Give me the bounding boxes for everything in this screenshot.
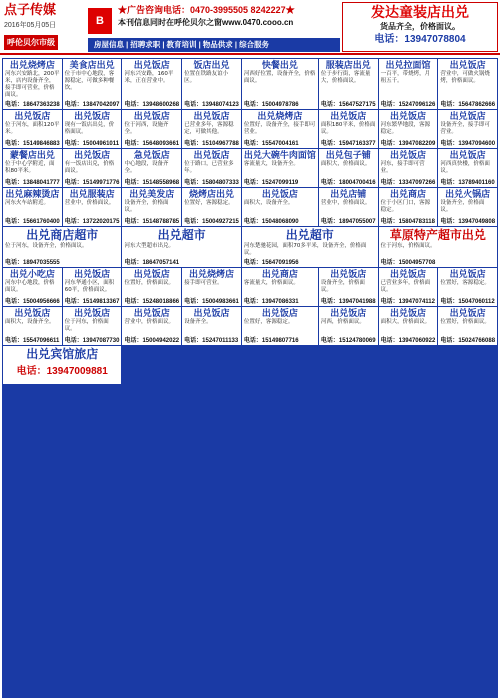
listing-title: 快餐出兑	[261, 60, 298, 70]
listing-title: 出兑饭店	[330, 269, 367, 280]
listing-phone: 电话：15247096126	[380, 102, 436, 108]
listing-phone: 电话：15947163377	[320, 141, 376, 148]
listing-title: 出兑饭店	[389, 150, 426, 161]
listing-ad	[319, 149, 378, 187]
listing-ad	[379, 268, 438, 306]
listing-phone: 电话：15149807716	[243, 338, 299, 345]
listing-body: 设备齐全，价格面议。	[440, 200, 485, 214]
listing-phone: 电话：18947055007	[320, 219, 376, 226]
listing-ad	[438, 59, 497, 109]
listing-body: 客流量大，价格面议。	[243, 280, 299, 287]
listing-body: 已营业多年，价格面议。	[380, 280, 431, 294]
listing-phone: 电话：15804783118	[380, 219, 435, 226]
ad-hotline: ★广告咨询电话：0470-3995505 8242227★	[118, 5, 295, 15]
listing-phone: 电话：13947094600	[440, 141, 496, 148]
listing-body: 面积大，价格面议。	[320, 161, 371, 168]
listing-phone: 电话：13789401160	[440, 180, 495, 187]
listing-title: 出兑饭店	[14, 308, 51, 319]
listing-title: 出兑小吃店	[9, 269, 55, 280]
listing-phone: 电话：15047060112	[440, 299, 495, 306]
listing-phone: 电话：15148788785	[124, 219, 180, 226]
listing-phone: 电话：18647363238	[5, 102, 60, 108]
listing-title: 出兑饭店	[133, 269, 170, 280]
listing-phone: 电话：13847042097	[64, 102, 120, 108]
listing-title: 出兑饭店	[389, 308, 426, 319]
listing-phone: 电话：15547096611	[5, 338, 60, 345]
listing-phone: 电话：18947035555	[5, 260, 60, 267]
listing-phone: 电话：13947086331	[243, 299, 299, 306]
listing-title: 出兑饭店	[449, 150, 486, 161]
listing-ad	[242, 188, 318, 226]
listing-ad	[182, 188, 241, 226]
listing-title: 出兑商店	[389, 189, 426, 200]
listing-body: 位置好，客源稳定。	[440, 280, 490, 287]
listing-title: 出兑饭店	[133, 308, 170, 319]
listing-title: 出兑饭店	[74, 150, 111, 161]
listing-phone: 电话：13947041988	[320, 299, 376, 306]
listing-phone: 电话：15647091956	[243, 260, 299, 267]
listing-ad	[379, 149, 438, 187]
listing-title: 出兑饭店	[133, 60, 170, 70]
listing-title: 出兑火锅店	[445, 189, 491, 200]
bottom-ad-title: 出兑宾馆旅店	[26, 347, 99, 362]
listing-title: 出兑店铺	[330, 189, 367, 200]
listing-ad	[379, 307, 438, 345]
listing-title: 美食店出兑	[69, 60, 115, 70]
listing-title: 出兑饭店	[389, 111, 426, 121]
listing-title: 出兑麻辣烫店	[5, 189, 60, 200]
listing-body: 位置好，价格面议。	[440, 319, 490, 326]
listing-ad	[122, 59, 181, 109]
listing-title: 草原特产超市出兑	[389, 228, 486, 243]
listing-body: 现有一饭店出兑，价格面议。	[64, 122, 115, 135]
listing-body: 位置在铁路友谊小区。	[184, 71, 229, 84]
listing-body: 设备齐全，价格面议。	[320, 280, 365, 294]
listing-title: 出兑烧烤店	[189, 269, 235, 280]
listing-ad	[379, 188, 438, 226]
listing-phone: 电话：15248018866	[124, 299, 180, 306]
listing-body: 位于河东，价格面议。	[64, 319, 109, 333]
listing-ad	[122, 268, 181, 306]
listing-body: 位于小区门口，客源稳定。	[380, 200, 431, 214]
listing-ad	[319, 307, 378, 345]
edition-badge: B	[88, 8, 112, 34]
listing-ad	[63, 59, 122, 109]
listing-ad	[182, 149, 241, 187]
listing-ad	[379, 59, 438, 109]
listing-body: 河东中心地段，价格面议。	[5, 280, 55, 294]
website-notice: 本刊信息同时在呼伦贝尔之窗www.0470.cooo.cn	[118, 18, 294, 27]
listing-body: 河东华通小区，面积60平，价格面议。	[64, 280, 115, 294]
listing-ad	[63, 110, 122, 148]
listing-body: 位置好，客源稳定。	[243, 319, 294, 326]
listing-body: 设备齐全。	[184, 319, 212, 326]
listing-ad	[3, 149, 62, 187]
listing-phone: 电话：15048068090	[243, 219, 299, 226]
listing-ad	[3, 188, 62, 226]
listing-title: 出兑美发店	[129, 189, 175, 200]
bottom-ad	[3, 346, 121, 384]
listing-phone: 电话：15004961011	[64, 141, 120, 148]
listing-phone: 电话：15647862666	[440, 102, 496, 108]
listing-ad	[319, 188, 378, 226]
listing-title: 出兑饭店	[14, 111, 51, 121]
featured-ad	[379, 227, 497, 267]
listing-phone: 电话：13848041777	[5, 180, 60, 187]
listing-ad	[182, 59, 241, 109]
listing-title: 蒙餐店出兑	[9, 150, 55, 161]
listing-body: 面积大，设备齐全。	[5, 319, 55, 326]
featured-ad	[242, 227, 378, 267]
listing-ad	[438, 307, 497, 345]
listing-phone: 电话：15104967788	[184, 141, 239, 148]
listing-title: 出兑饭店	[133, 111, 170, 121]
listing-ad	[242, 59, 318, 109]
listing-title: 出兑饭店	[193, 308, 230, 319]
listing-phone: 电话：18647057141	[124, 260, 180, 267]
listing-ad	[122, 149, 181, 187]
listing-title: 出兑饭店	[74, 308, 111, 319]
listing-body: 面积大，设备齐全。	[243, 200, 294, 207]
listing-title: 出兑饭店	[74, 111, 111, 121]
listing-phone: 电话：15149813367	[64, 299, 120, 306]
listing-title: 出兑饭店	[330, 111, 367, 121]
listing-ad	[63, 268, 122, 306]
listing-body: 位置好，客源稳定。	[184, 200, 234, 207]
logo	[4, 3, 82, 51]
listing-phone: 电话：15661760400	[5, 219, 60, 226]
listing-body: 河东兴安路，160平米，正在营业中。	[124, 71, 174, 84]
classified-grid	[2, 58, 498, 698]
listing-phone: 电话：15124780069	[320, 338, 376, 345]
listing-ad	[3, 268, 62, 306]
listing-ad	[242, 149, 318, 187]
listing-phone: 电话：13947060922	[380, 338, 436, 345]
listing-body: 河东大型超市出兑。	[124, 243, 174, 250]
listing-body: 位于步行街，客流量大，价格面议。	[320, 71, 371, 84]
listing-phone: 电话：15004957708	[380, 260, 436, 267]
listing-title: 服装店出兑	[325, 60, 371, 70]
listing-ad	[63, 188, 122, 226]
listing-body: 一百平，带烧烤，月租五千。	[380, 71, 431, 84]
listing-ad	[63, 307, 122, 345]
listing-ad	[319, 268, 378, 306]
category-bar: 房屋信息 | 招聘求职 | 教育培训 | 物品供求 | 综合服务	[88, 38, 340, 52]
listing-phone: 电话：15024766088	[440, 338, 496, 345]
listing-ad	[122, 110, 181, 148]
listing-title: 出兑饭店	[330, 308, 367, 319]
listing-body: 中心地段，设备齐全。	[124, 161, 169, 175]
listing-title: 出兑商店	[261, 269, 298, 280]
listing-ad	[379, 110, 438, 148]
listing-ad	[438, 268, 497, 306]
listing-title: 出兑饭店	[449, 308, 486, 319]
listing-phone: 电话：18004700416	[320, 180, 376, 187]
listing-ad	[122, 307, 181, 345]
listing-ad	[182, 307, 241, 345]
listing-ad	[182, 268, 241, 306]
listing-body: 河东兴安路北，200平米，店内设备齐全，接手即可营业，价格面议。	[5, 71, 60, 98]
listing-title: 出兑饭店	[74, 269, 111, 280]
listing-ad	[3, 59, 62, 109]
listing-phone: 电话：13948600268	[124, 102, 180, 108]
listing-title: 出兑饭店	[261, 308, 298, 319]
listing-body: 河西真快楼，价格面议。	[440, 161, 490, 175]
listing-body: 河东火车站附近。	[5, 200, 50, 207]
listing-phone: 电话：15148558968	[124, 180, 180, 187]
top-ad-sub: 货品齐全，价格面议。	[380, 22, 460, 31]
listing-title: 出兑饭店	[389, 269, 426, 280]
listing-body: 营业中，价格面议。	[124, 319, 174, 326]
listing-title: 出兑包子铺	[325, 150, 371, 161]
listing-ad	[3, 110, 62, 148]
listing-phone: 电话：15004983661	[184, 299, 239, 306]
listing-ad	[63, 149, 122, 187]
listing-body: 位于中心学附近，面积80平米。	[5, 161, 55, 175]
listing-title: 出兑超市	[285, 228, 334, 243]
top-ad	[342, 2, 498, 52]
listing-title: 烧烤店出兑	[189, 189, 235, 200]
listing-phone: 电话：13947087730	[64, 338, 120, 345]
masthead	[0, 0, 500, 55]
bottom-ad-phone: 电话：13947009881	[16, 366, 108, 378]
listing-body: 接手即可营业。	[184, 280, 223, 287]
listing-ad	[319, 59, 378, 109]
brand-name: 点子传媒	[4, 2, 57, 17]
top-ad-phone: 电话：13947078804	[374, 34, 466, 45]
section-label: 呼伦贝尔市级	[4, 35, 58, 50]
featured-ad	[122, 227, 240, 267]
listing-phone: 电话：15004927215	[184, 219, 239, 226]
listing-phone: 电话：13347097266	[380, 180, 436, 187]
listing-title: 出兑饭店	[449, 60, 486, 70]
listing-phone: 电话：13947049808	[440, 219, 496, 226]
listing-title: 饭店出兑	[193, 60, 230, 70]
top-ad-title: 发达童装店出兑	[371, 4, 469, 20]
listing-ad	[438, 110, 497, 148]
listing-phone: 电话：15247099119	[243, 180, 299, 187]
listing-body: 河西，价格面议。	[320, 319, 365, 326]
listing-body: 位于市中心地段，客源稳定，可做多种餐饮。	[64, 71, 115, 91]
listing-title: 出兑烧烤店	[257, 111, 303, 121]
listing-phone: 电话：15004956666	[5, 299, 60, 306]
listing-title: 出兑拉面馆	[385, 60, 431, 70]
listing-ad	[319, 110, 378, 148]
featured-ad	[3, 227, 121, 267]
listing-title: 出兑饭店	[449, 269, 486, 280]
listing-body: 河西好位置，设备齐全，价格面议。	[243, 71, 316, 84]
listing-phone: 电话：15647527175	[320, 102, 376, 108]
listing-body: 面积大，价格面议。	[380, 319, 431, 326]
listing-phone: 电话：15547004161	[243, 141, 299, 148]
listing-ad	[438, 149, 497, 187]
listing-phone: 电话：15004942022	[124, 338, 180, 345]
issue-date: 2016年05月05日	[4, 22, 57, 29]
listing-body: 设备齐全，价格面议。	[124, 200, 169, 214]
listing-title: 出兑饭店	[261, 189, 298, 200]
listing-title: 出兑烧烤店	[9, 60, 55, 70]
listing-title: 出兑商店超市	[26, 228, 99, 243]
listing-phone: 电话：13947074112	[380, 299, 435, 306]
listing-body: 已营业多年，客源稳定，可做其他。	[184, 122, 234, 135]
listing-body: 位于河西，设施齐全。	[124, 122, 169, 135]
listing-body: 营业中，可做火锅烧烤，价格面议。	[440, 71, 490, 84]
listing-body: 位于路口，已营业多年。	[184, 161, 234, 175]
listing-ad	[122, 188, 181, 226]
listing-title: 出兑饭店	[193, 150, 230, 161]
listing-ad	[438, 188, 497, 226]
listing-body: 营业中，价格面议。	[64, 200, 115, 207]
listing-phone: 电话：15648093661	[124, 141, 180, 148]
listing-body: 河东楚驰花园，面积70多平米，设备齐全，价格面议。	[243, 243, 367, 257]
listing-title: 出兑服装店	[69, 189, 115, 200]
listing-body: 营业中，价格面议。	[320, 200, 371, 207]
listing-body: 面积180平米，价格面议。	[320, 122, 376, 135]
listing-body: 河东繁华地段，客源稳定。	[380, 122, 431, 135]
listing-title: 出兑饭店	[193, 111, 230, 121]
listing-body: 位于河东，价格面议。	[380, 243, 436, 250]
listing-body: 设备齐全，接手即可营业。	[440, 122, 490, 135]
listing-body: 位于河东，设备齐全，价格面议。	[5, 243, 88, 250]
listing-ad	[242, 268, 318, 306]
listing-title: 出兑大碗牛肉面馆	[243, 150, 316, 161]
listing-title: 出兑饭店	[449, 111, 486, 121]
listing-body: 河东，接手即可营业。	[380, 161, 425, 175]
listing-body: 有一饭店出兑，价格面议。	[64, 161, 115, 175]
listing-phone: 电话：13722020175	[64, 219, 120, 226]
listing-phone: 电话：15149846883	[5, 141, 60, 148]
listing-title: 急兑饭店	[133, 150, 170, 161]
listing-phone: 电话：15004978786	[243, 102, 299, 108]
listing-body: 客流量大，设备齐全。	[243, 161, 299, 168]
listing-ad	[242, 110, 318, 148]
listing-body: 位置好，价格面议。	[124, 280, 174, 287]
listing-body: 位置好，设备齐全，接手即可营业。	[243, 122, 316, 135]
listing-phone: 电话：15804807333	[184, 180, 239, 187]
listing-phone: 电话：13948074123	[184, 102, 239, 108]
listing-ad	[182, 110, 241, 148]
listing-phone: 电话：15247011133	[184, 338, 239, 345]
listing-body: 位于河东，面积120平米。	[5, 122, 60, 135]
listing-ad	[3, 307, 62, 345]
listing-title: 出兑超市	[157, 228, 206, 243]
listing-ad	[242, 307, 318, 345]
listing-phone: 电话：15149971776	[64, 180, 120, 187]
listing-phone: 电话：13947082209	[380, 141, 436, 148]
